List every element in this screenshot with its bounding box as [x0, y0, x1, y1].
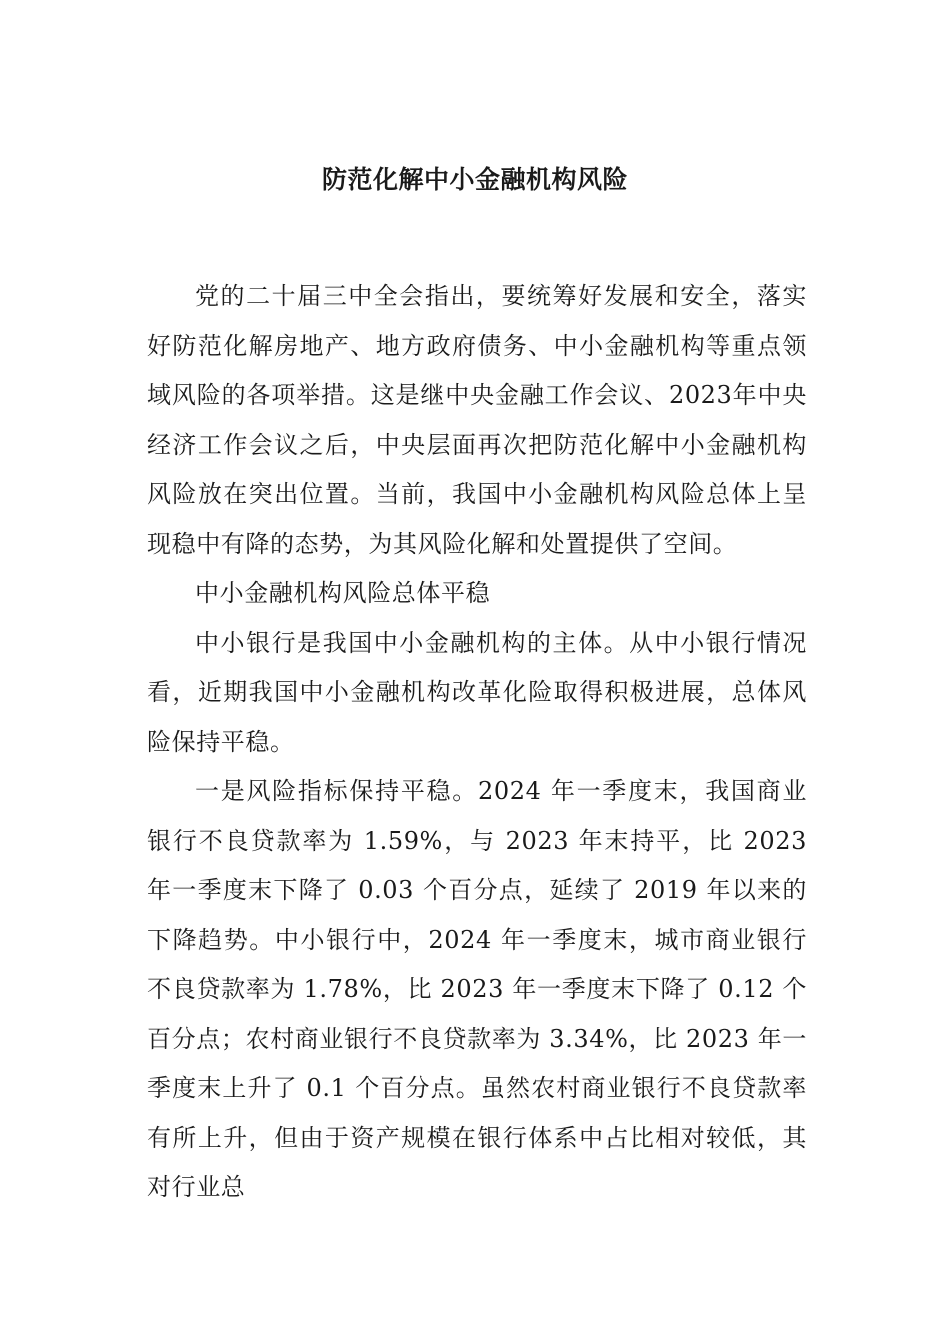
- paragraph-intro: 党的二十届三中全会指出，要统筹好发展和安全，落实好防范化解房地产、地方政府债务、中小金融机构等重点领域风险的各项举措。这是继中央金融工作会议、2023年中央经济工作会议之后，中央层面再次把防范化解中小金融机构风险放在突出位置。当前，我国中小金融机构风险总体上呈现稳中有降的态势，为其风险化解和处置提供了空间。: [147, 282, 807, 558]
- paragraph-risk-indicators: 一是风险指标保持平稳。2024 年一季度末，我国商业银行不良贷款率为 1.59%，与 2023 年末持平，比 2023 年一季度末下降了 0.03 个百分点，延续了 2019 年以来的下降趋势。中小银行中，2024 年一季度末，城市商业银行不良贷款率为 1.78%，比 2023 年一季度末下降了 0.12 个百分点；农村商业银行不良贷款率为 3.34%，比 2023 年一季度末上升了 0.1 个百分点。虽然农村商业银行不良贷款率有所上升，但由于资产规模在银行体系中占比相对较低，其对行业总: [147, 777, 807, 1201]
- document-body: [147, 272, 807, 1213]
- document-title: 防范化解中小金融机构风险: [321, 165, 628, 194]
- section-heading: 中小金融机构风险总体平稳: [195, 579, 491, 607]
- paragraph-overview: 中小银行是我国中小金融机构的主体。从中小银行情况看，近期我国中小金融机构改革化险取得积极进展，总体风险保持平稳。: [147, 628, 807, 756]
